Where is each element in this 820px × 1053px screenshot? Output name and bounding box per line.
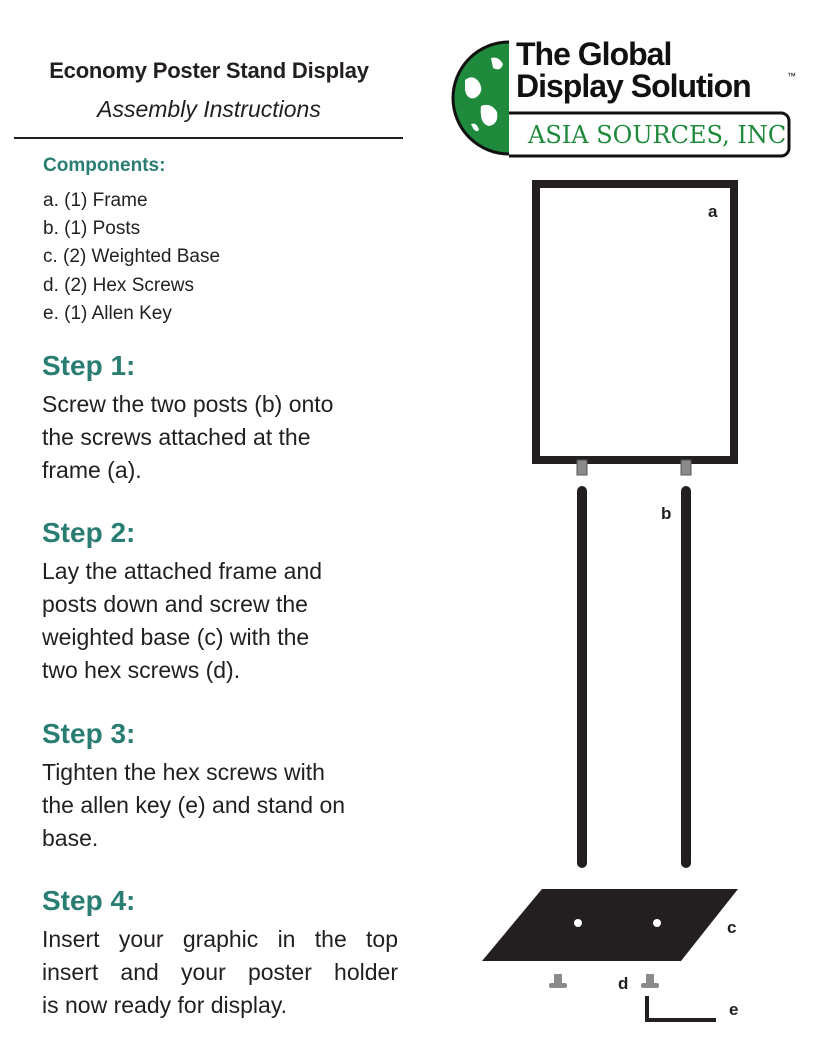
weighted-base-illustration [482, 889, 738, 961]
base-hole [574, 919, 582, 927]
hex-screw-illustration [549, 974, 567, 988]
component-item: b. (1) Posts [43, 218, 141, 240]
assembly-diagram [470, 170, 810, 1040]
step-text-line: base. [42, 825, 99, 851]
step-text-line: frame (a). [42, 457, 142, 483]
title-divider [14, 137, 403, 139]
base-hole [653, 919, 661, 927]
step-3-text [42, 756, 398, 855]
post-illustration [681, 486, 691, 868]
page-subtitle: Assembly Instructions [97, 96, 321, 122]
logo-line-2: Display Solution [516, 68, 751, 104]
label-d: d [618, 974, 629, 993]
step-1-text [42, 388, 398, 487]
hex-screw-illustration [641, 974, 659, 988]
page-title: Economy Poster Stand Display [49, 58, 369, 83]
component-item: c. (2) Weighted Base [43, 246, 221, 268]
component-item: e. (1) Allen Key [43, 302, 172, 324]
step-text-line: Screw the two posts (b) onto [42, 391, 334, 417]
step-3-title: Step 3: [42, 718, 136, 749]
step-text-line: weighted base (c) with the [42, 624, 310, 650]
step-4-text [42, 923, 398, 1022]
frame-illustration [536, 184, 734, 460]
label-c: c [727, 918, 737, 937]
logo-line-1: The Global [516, 36, 672, 72]
logo-trademark: ™ [787, 71, 796, 81]
frame-screw [681, 460, 691, 475]
step-text-line: insert and your poster holder [42, 959, 398, 985]
label-a: a [708, 202, 718, 221]
step-1-title: Step 1: [42, 350, 136, 381]
allen-key-illustration [647, 996, 716, 1020]
step-text-line: posts down and screw the [42, 591, 308, 617]
components-heading: Components: [43, 155, 166, 176]
step-2-title: Step 2: [42, 517, 136, 548]
label-b: b [661, 504, 672, 523]
step-2-text [42, 555, 398, 687]
logo-company-name: ASIA SOURCES, INC [528, 121, 787, 149]
component-item: d. (2) Hex Screws [43, 274, 194, 296]
step-text-line: Lay the attached frame and [42, 558, 323, 584]
step-text-line: Insert your graphic in the top [42, 926, 398, 952]
step-text-line: the allen key (e) and stand on [42, 792, 346, 818]
component-item: a. (1) Frame [43, 190, 148, 211]
step-4-title: Step 4: [42, 885, 136, 916]
post-illustration [577, 486, 587, 868]
step-text-line: is now ready for display. [42, 992, 288, 1018]
label-e: e [729, 1000, 739, 1019]
step-text-line: Tighten the hex screws with [42, 759, 325, 785]
components-list [43, 187, 220, 328]
logo-title [516, 38, 751, 102]
frame-screw [577, 460, 587, 475]
step-text-line: the screws attached at the [42, 424, 311, 450]
step-text-line: two hex screws (d). [42, 657, 241, 683]
